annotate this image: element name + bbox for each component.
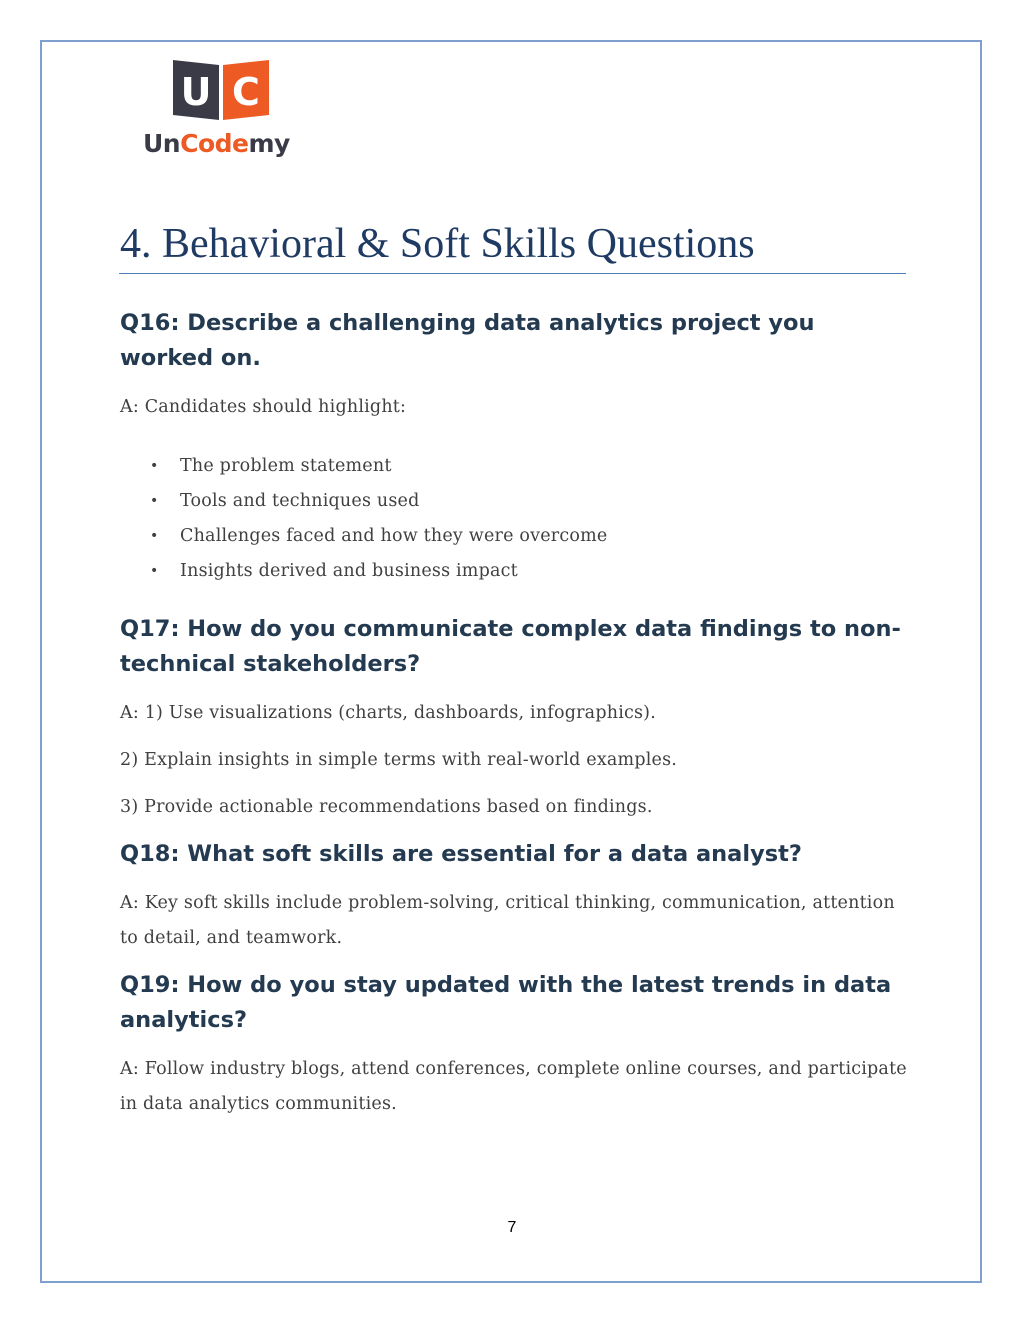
bullet-icon: • xyxy=(150,528,159,544)
question-17: Q17: How do you communicate complex data findings to non-technical stakeholders? xyxy=(120,616,901,677)
bullet-icon: • xyxy=(150,563,159,579)
page-number: 7 xyxy=(507,1219,517,1236)
question-19: Q19: How do you stay updated with the latest trends in data analytics? xyxy=(120,972,892,1033)
heading-underline xyxy=(119,273,906,274)
list-item: • Insights derived and business impact xyxy=(120,554,910,589)
section-heading: 4. Behavioral & Soft Skills Questions xyxy=(120,221,755,267)
answer-16-intro: A: Candidates should highlight: xyxy=(120,397,407,417)
answer-19: A: Follow industry blogs, attend conferences, complete online courses, and participate in data analytics communities. xyxy=(120,1059,907,1114)
svg-text:U: U xyxy=(180,70,212,114)
answer-17-line-3: 3) Provide actionable recommendations based on findings. xyxy=(120,797,653,817)
answer-17-line-2: 2) Explain insights in simple terms with real-world examples. xyxy=(120,750,678,770)
answer-16-bullet-list xyxy=(120,449,910,589)
logo-wordmark: UnCodemy xyxy=(143,129,290,158)
question-16: Q16: Describe a challenging data analytics project you worked on. xyxy=(120,310,815,371)
answer-17-line-1: A: 1) Use visualizations (charts, dashboards, infographics). xyxy=(120,703,656,723)
question-18: Q18: What soft skills are essential for a data analyst? xyxy=(120,841,802,867)
bullet-icon: • xyxy=(150,458,159,474)
bullet-icon: • xyxy=(150,493,159,509)
answer-18: A: Key soft skills include problem-solving, critical thinking, communication, attention to detail, and teamwork. xyxy=(120,893,895,948)
list-item: • Tools and techniques used xyxy=(120,484,910,519)
list-item: • The problem statement xyxy=(120,449,910,484)
svg-text:C: C xyxy=(232,70,260,114)
uncodemy-logo xyxy=(143,60,313,166)
svg-text:·: · xyxy=(216,75,226,100)
uc-logo-mark-icon xyxy=(173,60,269,120)
list-item: • Challenges faced and how they were overcome xyxy=(120,519,910,554)
